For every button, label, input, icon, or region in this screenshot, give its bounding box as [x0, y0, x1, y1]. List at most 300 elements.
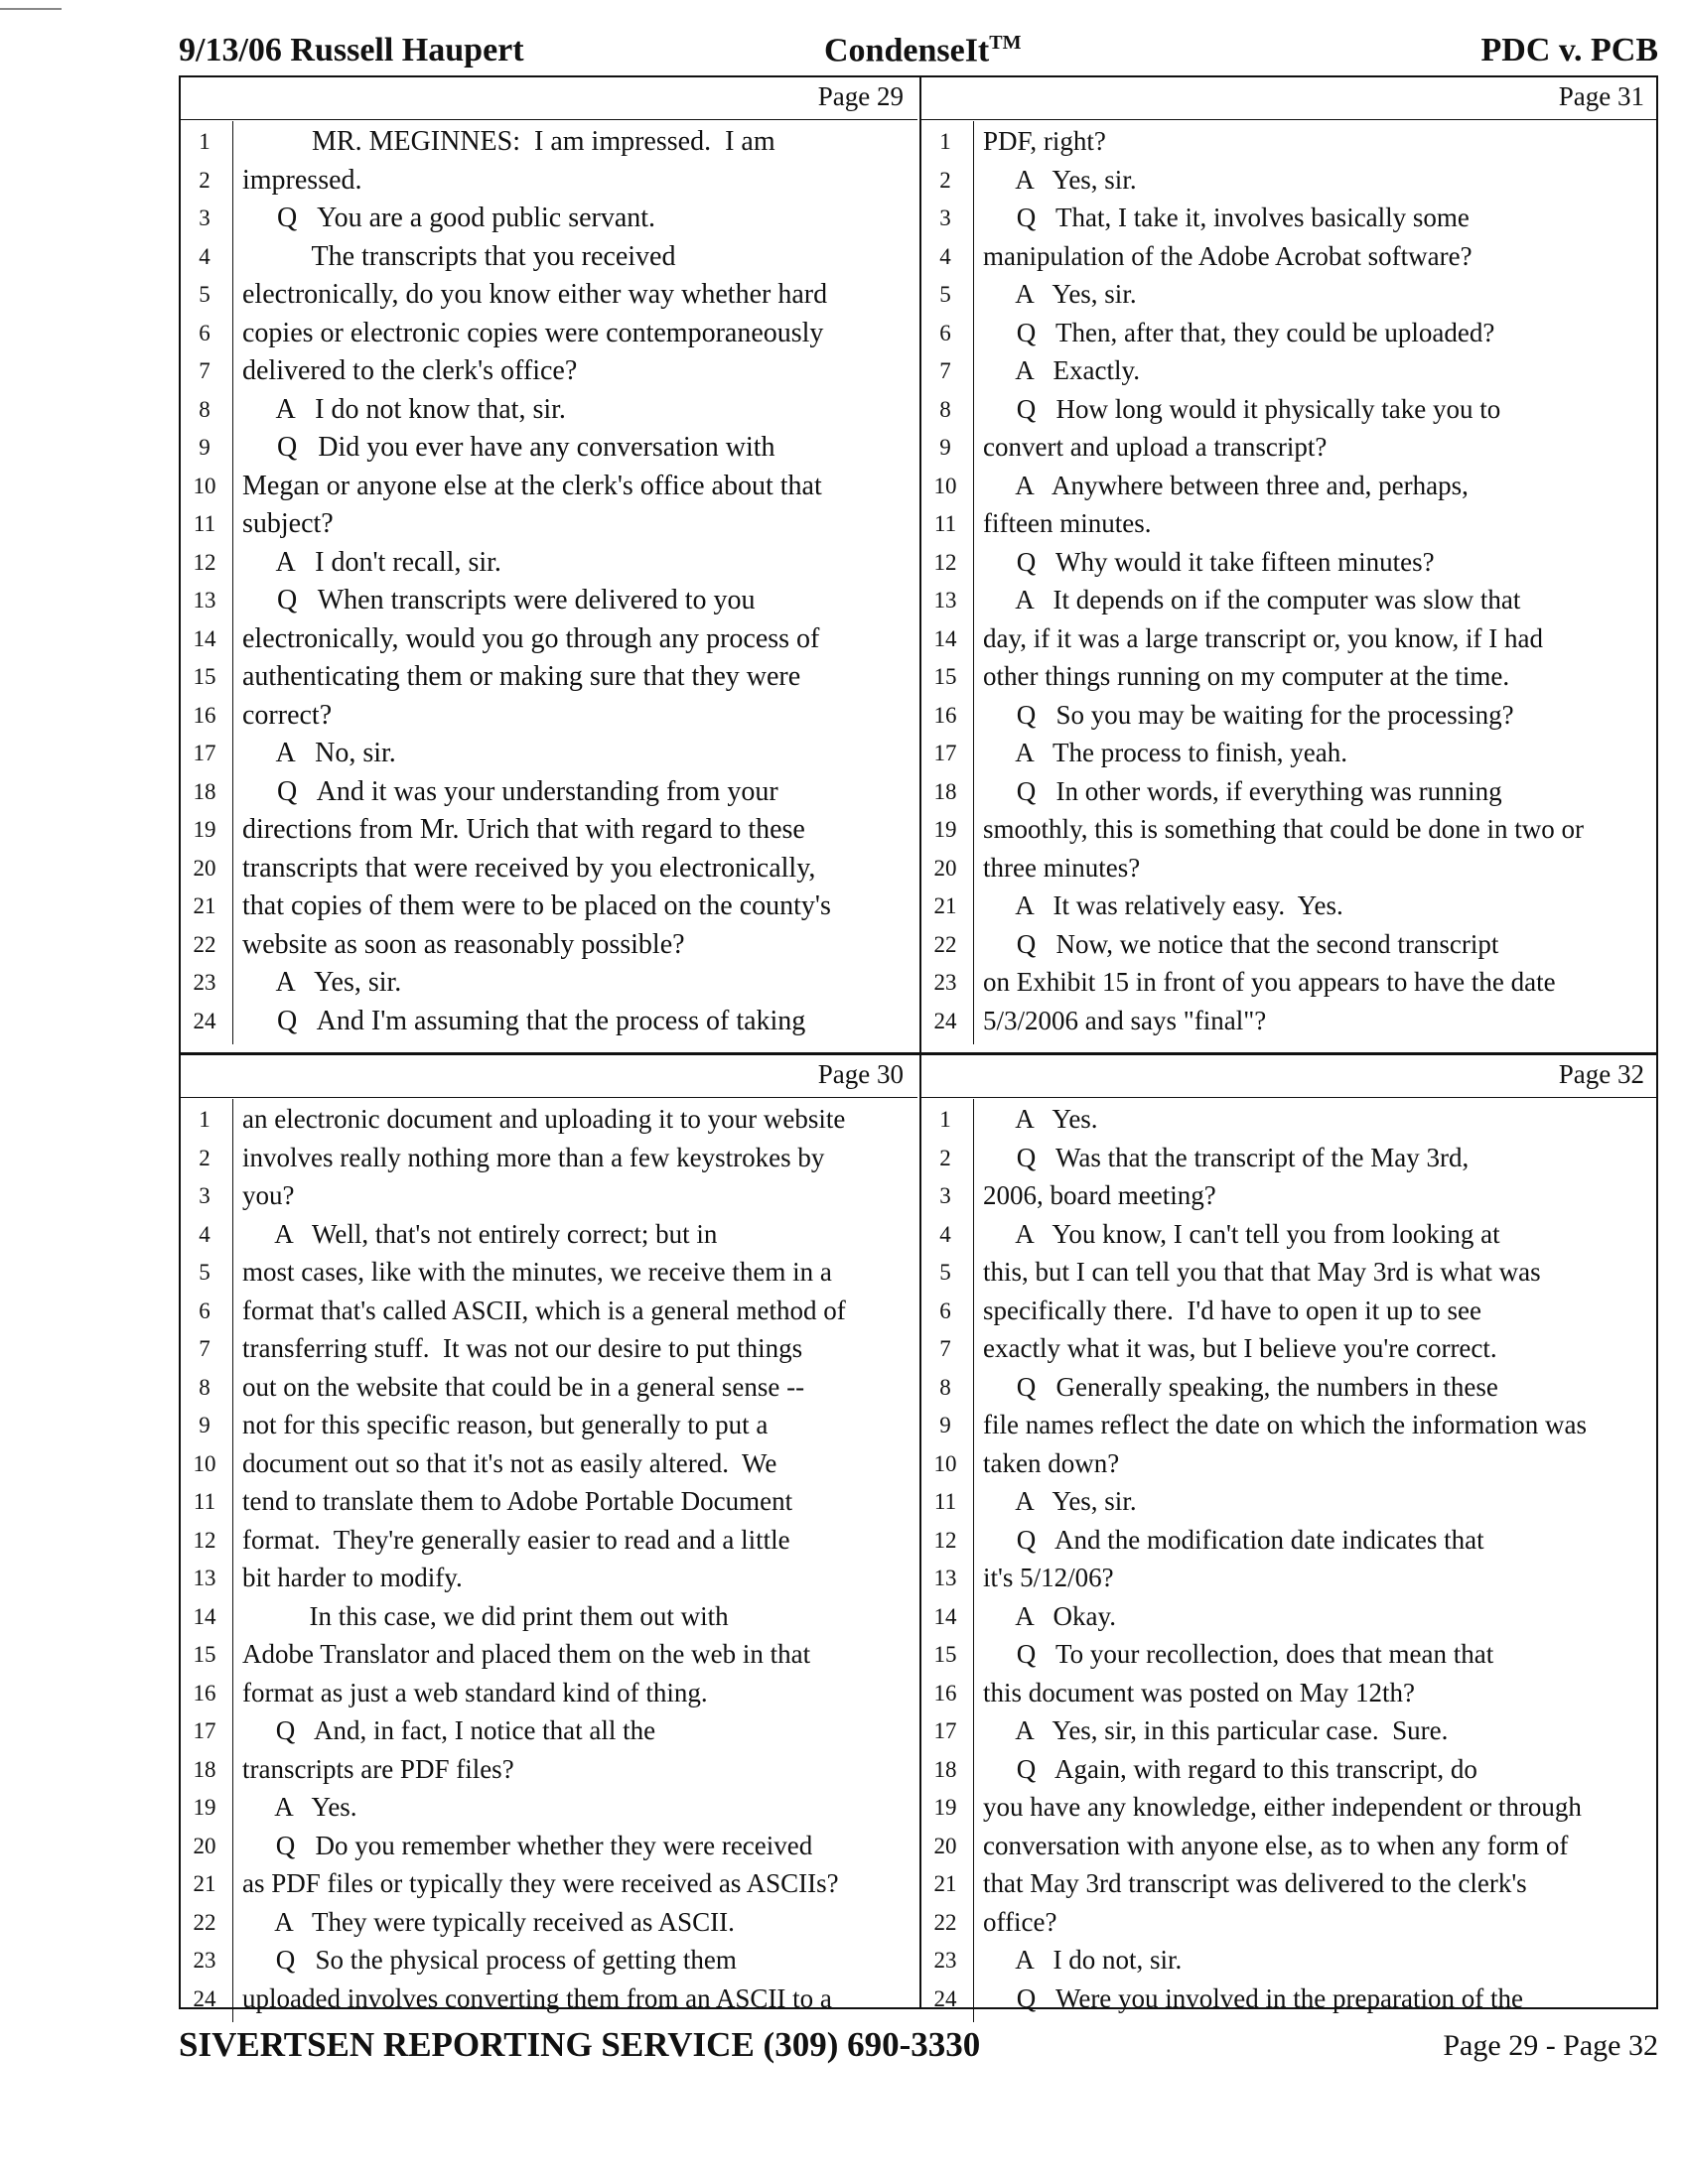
- line-text: Q In other words, if everything was running: [983, 775, 1502, 806]
- line-number: 21: [193, 893, 216, 918]
- line-text: tend to translate them to Adobe Portable Document: [242, 1486, 793, 1516]
- line-number: 14: [193, 1603, 216, 1629]
- line-number: 22: [933, 1909, 957, 1935]
- line-number: 21: [933, 1871, 957, 1896]
- line-number: 7: [939, 1336, 951, 1361]
- line-text: specifically there. I'd have to open it up to see: [983, 1295, 1481, 1325]
- line-number: 1: [199, 1107, 210, 1132]
- page-header: [179, 32, 1658, 75]
- line-text: electronically, do you know either way whether hard: [242, 279, 828, 310]
- line-text: fifteen minutes.: [983, 508, 1152, 538]
- line-text: format. They're generally easier to read and a little: [242, 1524, 790, 1555]
- line-number: 19: [933, 1795, 957, 1820]
- line-text: A The process to finish, yeah.: [983, 738, 1347, 767]
- line-text: Q So you may be waiting for the processing?: [983, 699, 1514, 730]
- line-text: MR. MEGINNES: I am impressed. I am: [242, 126, 775, 157]
- transcript-line: [181, 926, 917, 965]
- transcript-line: [181, 391, 917, 430]
- transcript-line: [921, 1003, 1658, 1041]
- line-text: Q Generally speaking, the numbers in these: [983, 1371, 1498, 1402]
- transcript-line: [181, 1712, 917, 1751]
- line-text: A Yes.: [983, 1104, 1098, 1134]
- line-text: day, if it was a large transcript or, you know, if I had: [983, 622, 1544, 653]
- line-number: 14: [933, 1603, 957, 1629]
- line-text: you?: [242, 1180, 295, 1210]
- transcript-line: [921, 1712, 1658, 1751]
- trademark-mark: TM: [989, 32, 1022, 54]
- line-text: transcripts are PDF files?: [242, 1753, 514, 1784]
- line-number: 24: [193, 1008, 216, 1033]
- transcript-line: [181, 1522, 917, 1561]
- page-number-label: Page 29: [817, 81, 904, 111]
- transcript-line: [921, 468, 1658, 506]
- line-text: Q And it was your understanding from your: [242, 775, 778, 807]
- transcript-panel-page-31: [921, 77, 1658, 1044]
- line-number: 14: [193, 625, 216, 651]
- transcript-line: [921, 1675, 1658, 1713]
- line-number: 3: [939, 205, 951, 230]
- transcript-line: [181, 315, 917, 353]
- transcript-line: [921, 1751, 1658, 1790]
- line-text: 2006, board meeting?: [983, 1180, 1216, 1210]
- line-text: Adobe Translator and placed them on the web in that: [242, 1639, 811, 1669]
- page-label-rule: [921, 119, 1658, 120]
- line-number: 7: [199, 1336, 210, 1361]
- line-number: 10: [193, 1450, 216, 1476]
- transcript-line: [921, 123, 1658, 162]
- transcript-line: [181, 1980, 917, 2019]
- line-number: 8: [939, 396, 951, 422]
- line-number: 5: [199, 282, 210, 307]
- line-number: 12: [933, 1527, 957, 1553]
- line-text: conversation with anyone else, as to when any form of: [983, 1830, 1569, 1860]
- line-text: A I don't recall, sir.: [242, 546, 501, 578]
- transcript-panel-page-32: [921, 1055, 1658, 2022]
- transcript-line: [921, 1369, 1658, 1408]
- transcript-line: [921, 1140, 1658, 1178]
- transcript-line: [181, 697, 917, 736]
- line-number: 17: [933, 741, 957, 765]
- line-number: 19: [193, 1795, 216, 1820]
- transcript-line: [921, 658, 1658, 697]
- line-text: A I do not know that, sir.: [242, 393, 566, 425]
- line-number: 1: [939, 1107, 951, 1132]
- line-text: A Yes, sir, in this particular case. Sure.: [983, 1715, 1449, 1745]
- page-label-rule: [181, 1097, 917, 1098]
- line-text: A Yes.: [242, 1792, 357, 1822]
- line-text: not for this specific reason, but generally to put a: [242, 1410, 769, 1439]
- line-text: taken down?: [983, 1447, 1120, 1478]
- page-number-label: Page 32: [1558, 1059, 1644, 1089]
- transcript-line: [181, 238, 917, 277]
- transcript-line: [921, 1560, 1658, 1598]
- line-number: 16: [933, 702, 957, 728]
- line-text: other things running on my computer at the time.: [983, 661, 1510, 691]
- line-number: 12: [193, 1527, 216, 1553]
- transcript-line: [181, 352, 917, 391]
- line-text: this, but I can tell you that that May 3rd is what was: [983, 1257, 1541, 1287]
- transcript-line: [921, 1904, 1658, 1943]
- transcript-line: [181, 1003, 917, 1041]
- line-number: 11: [193, 511, 216, 536]
- line-number: 8: [939, 1374, 951, 1400]
- line-text: out on the website that could be in a general sense --: [242, 1371, 805, 1402]
- transcript-line: [921, 276, 1658, 315]
- transcript-line: [181, 1865, 917, 1904]
- line-text: Q And I'm assuming that the process of taking: [242, 1005, 806, 1036]
- line-number: 5: [939, 1260, 951, 1285]
- transcript-line: [921, 1216, 1658, 1255]
- line-text: A Anywhere between three and, perhaps,: [983, 470, 1469, 500]
- line-number: 13: [933, 588, 957, 613]
- line-number: 20: [193, 1833, 216, 1858]
- line-text: on Exhibit 15 in front of you appears to have the date: [983, 967, 1556, 997]
- transcript-line: [921, 1942, 1658, 1980]
- line-number: 7: [939, 358, 951, 383]
- line-text: document out so that it's not as easily altered. We: [242, 1447, 777, 1478]
- line-text: exactly what it was, but I believe you're correct.: [983, 1333, 1497, 1363]
- transcript-lines: [181, 123, 917, 1040]
- line-text: format as just a web standard kind of thing.: [242, 1677, 708, 1707]
- page-footer: [179, 2025, 1658, 2069]
- line-number: 20: [933, 855, 957, 881]
- transcript-line: [921, 1789, 1658, 1828]
- line-number: 3: [199, 1183, 210, 1208]
- line-text: delivered to the clerk's office?: [242, 355, 578, 386]
- line-text: A I do not, sir.: [983, 1945, 1183, 1975]
- line-number: 22: [193, 931, 216, 957]
- transcript-line: [181, 964, 917, 1003]
- transcript-line: [921, 1445, 1658, 1484]
- footer-reporting-service: SIVERTSEN REPORTING SERVICE (309) 690-3330: [179, 2025, 981, 2064]
- transcript-line: [921, 1980, 1658, 2019]
- transcript-line: [921, 620, 1658, 659]
- line-text: this document was posted on May 12th?: [983, 1677, 1415, 1707]
- line-text: most cases, like with the minutes, we receive them in a: [242, 1257, 832, 1287]
- transcript-line: [181, 1330, 917, 1369]
- transcript-line: [921, 926, 1658, 965]
- line-text: Q Now, we notice that the second transcript: [983, 928, 1499, 959]
- transcript-line: [921, 964, 1658, 1003]
- transcript-line: [921, 1177, 1658, 1216]
- transcript-line: [921, 773, 1658, 812]
- line-text: format that's called ASCII, which is a general method of: [242, 1295, 846, 1325]
- line-number: 9: [199, 435, 210, 460]
- line-text: A Yes, sir.: [983, 1486, 1137, 1516]
- transcript-line: [921, 1865, 1658, 1904]
- line-number: 2: [199, 167, 210, 193]
- transcript-line: [921, 162, 1658, 201]
- line-number: 23: [193, 1948, 216, 1973]
- line-number: 12: [933, 549, 957, 575]
- header-case-name: PDC v. PCB: [1480, 32, 1658, 68]
- transcript-line: [181, 162, 917, 201]
- corner-mark: [0, 8, 62, 10]
- transcript-line: [921, 544, 1658, 583]
- footer-page-range: Page 29 - Page 32: [1443, 2029, 1658, 2062]
- line-number: 13: [193, 588, 216, 613]
- transcript-line: [921, 1101, 1658, 1140]
- transcript-line: [181, 276, 917, 315]
- line-number: 16: [193, 1680, 216, 1706]
- line-number: 18: [193, 1756, 216, 1782]
- line-text: PDF, right?: [983, 126, 1106, 156]
- transcript-line: [181, 1942, 917, 1980]
- line-number: 5: [939, 282, 951, 307]
- transcript-line: [181, 1560, 917, 1598]
- line-number: 20: [933, 1833, 957, 1858]
- transcript-lines: [921, 123, 1658, 1040]
- line-text: Q How long would it physically take you to: [983, 393, 1501, 424]
- line-number: 17: [193, 741, 216, 765]
- line-text: Q To your recollection, does that mean that: [983, 1639, 1494, 1669]
- line-text: you have any knowledge, either independent or through: [983, 1792, 1582, 1822]
- line-number: 23: [933, 1948, 957, 1973]
- line-number: 15: [933, 1642, 957, 1667]
- line-number: 18: [193, 778, 216, 804]
- line-text: that copies of them were to be placed on the county's: [242, 890, 831, 921]
- line-text: A Yes, sir.: [983, 164, 1137, 195]
- transcript-line: [921, 697, 1658, 736]
- transcript-line: [921, 238, 1658, 277]
- line-number: 2: [939, 1145, 951, 1170]
- line-text: office?: [983, 1906, 1057, 1937]
- transcript-line: [921, 582, 1658, 620]
- page-number-label: Page 30: [817, 1059, 904, 1089]
- line-number: 11: [933, 1489, 957, 1514]
- line-text: Q Do you remember whether they were received: [242, 1830, 813, 1860]
- line-text: Q And the modification date indicates that: [983, 1524, 1484, 1555]
- line-number: 18: [933, 778, 957, 804]
- page-label-rule: [181, 119, 917, 120]
- transcript-line: [181, 582, 917, 620]
- line-number: 24: [933, 1008, 957, 1033]
- line-number: 18: [933, 1756, 957, 1782]
- line-number: 5: [199, 1260, 210, 1285]
- transcript-panel-page-30: [181, 1055, 917, 2022]
- transcript-line: [921, 887, 1658, 926]
- line-text: Megan or anyone else at the clerk's office about that: [242, 470, 822, 501]
- transcript-line: [181, 1293, 917, 1331]
- transcript-line: [181, 505, 917, 544]
- transcript-line: [921, 1828, 1658, 1866]
- line-number: 6: [199, 1297, 210, 1323]
- line-number: 10: [193, 473, 216, 498]
- line-text: correct?: [242, 699, 333, 731]
- line-number: 6: [939, 1297, 951, 1323]
- line-text: manipulation of the Adobe Acrobat software?: [983, 240, 1473, 271]
- transcript-line: [181, 620, 917, 659]
- line-text: Q Were you involved in the preparation of the: [983, 1982, 1523, 2013]
- line-number: 13: [193, 1566, 216, 1590]
- line-text: A Okay.: [983, 1600, 1116, 1631]
- transcript-panel-page-29: [181, 77, 917, 1044]
- line-text: A Yes, sir.: [983, 279, 1137, 309]
- transcript-line: [921, 811, 1658, 850]
- transcript-line: [181, 1483, 917, 1522]
- line-text: Q And, in fact, I notice that all the: [242, 1715, 656, 1745]
- line-text: it's 5/12/06?: [983, 1563, 1114, 1592]
- line-number: 2: [939, 167, 951, 193]
- line-number: 9: [939, 435, 951, 460]
- transcript-line: [921, 1483, 1658, 1522]
- line-number: 23: [933, 970, 957, 995]
- line-text: A You know, I can't tell you from looking at: [983, 1218, 1500, 1249]
- line-text: A They were typically received as ASCII.: [242, 1906, 735, 1937]
- transcript-line: [181, 1789, 917, 1828]
- transcript-grid: [179, 75, 1658, 2013]
- line-text: that May 3rd transcript was delivered to the clerk's: [983, 1868, 1527, 1898]
- line-text: Q That, I take it, involves basically some: [983, 203, 1470, 232]
- line-text: A No, sir.: [242, 738, 396, 768]
- line-text: smoothly, this is something that could be done in two or: [983, 814, 1584, 844]
- line-number: 4: [939, 1221, 951, 1247]
- line-number: 17: [193, 1718, 216, 1743]
- line-number: 24: [933, 1985, 957, 2011]
- transcript-line: [181, 735, 917, 773]
- line-number: 3: [939, 1183, 951, 1208]
- transcript-line: [181, 1751, 917, 1790]
- line-number: 4: [199, 1221, 210, 1247]
- line-number: 17: [933, 1718, 957, 1743]
- page-label-rule: [921, 1097, 1658, 1098]
- transcript-line: [181, 1445, 917, 1484]
- transcript-line: [921, 429, 1658, 468]
- transcript-line: [921, 315, 1658, 353]
- line-text: involves really nothing more than a few keystrokes by: [242, 1142, 825, 1172]
- line-number: 9: [199, 1413, 210, 1437]
- line-number: 1: [939, 129, 951, 154]
- line-number: 11: [933, 511, 957, 536]
- transcript-line: [921, 1636, 1658, 1675]
- line-number: 19: [933, 817, 957, 842]
- transcript-line: [181, 544, 917, 583]
- transcript-line: [921, 1254, 1658, 1293]
- line-text: A It depends on if the computer was slow that: [983, 585, 1521, 614]
- line-number: 8: [199, 1374, 210, 1400]
- line-number: 4: [939, 243, 951, 269]
- transcript-line: [181, 429, 917, 468]
- transcript-line: [181, 887, 917, 926]
- page-number-label: Page 31: [1558, 81, 1644, 111]
- transcript-line: [921, 735, 1658, 773]
- line-number: 12: [193, 549, 216, 575]
- line-number: 10: [933, 473, 957, 498]
- line-number: 19: [193, 817, 216, 842]
- line-number: 3: [199, 205, 210, 230]
- transcript-line: [181, 1675, 917, 1713]
- line-number: 6: [199, 320, 210, 345]
- transcript-line: [181, 1598, 917, 1637]
- line-number: 13: [933, 1566, 957, 1590]
- line-number: 1: [199, 129, 210, 154]
- transcript-line: [181, 811, 917, 850]
- line-text: file names reflect the date on which the information was: [983, 1410, 1588, 1439]
- transcript-line: [921, 1407, 1658, 1445]
- line-text: Q So the physical process of getting them: [242, 1945, 737, 1975]
- transcript-line: [921, 391, 1658, 430]
- line-text: directions from Mr. Urich that with regard to these: [242, 814, 805, 845]
- transcript-lines: [181, 1101, 917, 2018]
- line-text: In this case, we did print them out with: [242, 1600, 729, 1631]
- line-text: The transcripts that you received: [242, 240, 676, 272]
- line-number: 22: [933, 931, 957, 957]
- line-number: 16: [193, 702, 216, 728]
- line-number: 21: [193, 1871, 216, 1896]
- line-number: 7: [199, 358, 210, 383]
- line-text: A Exactly.: [983, 355, 1140, 385]
- line-text: 5/3/2006 and says "final"?: [983, 1005, 1267, 1035]
- transcript-line: [921, 1293, 1658, 1331]
- line-number: 8: [199, 396, 210, 422]
- transcript-line: [921, 1330, 1658, 1369]
- transcript-lines: [921, 1101, 1658, 2018]
- line-text: transcripts that were received by you electronically,: [242, 852, 816, 884]
- line-number: 10: [933, 1450, 957, 1476]
- line-text: as PDF files or typically they were received as ASCIIs?: [242, 1868, 839, 1898]
- line-text: convert and upload a transcript?: [983, 432, 1328, 462]
- transcript-line: [181, 773, 917, 812]
- line-text: three minutes?: [983, 852, 1141, 883]
- transcript-line: [181, 1369, 917, 1408]
- line-text: Q Did you ever have any conversation with: [242, 432, 775, 463]
- transcript-line: [181, 1407, 917, 1445]
- transcript-line: [181, 1828, 917, 1866]
- line-text: electronically, would you go through any process of: [242, 622, 820, 654]
- line-text: website as soon as reasonably possible?: [242, 928, 685, 960]
- line-number: 15: [933, 664, 957, 689]
- line-number: 15: [193, 1642, 216, 1667]
- transcript-line: [181, 123, 917, 162]
- header-product-name: CondenseIt: [824, 32, 990, 69]
- line-text: Q Why would it take fifteen minutes?: [983, 546, 1435, 577]
- line-text: uploaded involves converting them from an ASCII to a: [242, 1982, 832, 2013]
- line-number: 16: [933, 1680, 957, 1706]
- transcript-line: [181, 1636, 917, 1675]
- transcript-line: [921, 200, 1658, 238]
- line-text: copies or electronic copies were contemporaneously: [242, 317, 824, 348]
- line-number: 21: [933, 893, 957, 918]
- line-text: bit harder to modify.: [242, 1563, 463, 1592]
- line-number: 15: [193, 664, 216, 689]
- line-number: 4: [199, 243, 210, 269]
- transcript-line: [921, 352, 1658, 391]
- line-text: an electronic document and uploading it to your website: [242, 1104, 846, 1134]
- line-number: 20: [193, 855, 216, 881]
- line-number: 11: [193, 1489, 216, 1514]
- line-text: A Yes, sir.: [242, 967, 402, 998]
- transcript-line: [921, 850, 1658, 888]
- header-condenseit: [824, 32, 1021, 69]
- transcript-line: [181, 1101, 917, 1140]
- line-text: Q Then, after that, they could be uploaded?: [983, 317, 1495, 347]
- transcript-line: [181, 1216, 917, 1255]
- line-text: Q You are a good public servant.: [242, 203, 656, 233]
- line-number: 2: [199, 1145, 210, 1170]
- line-number: 9: [939, 1413, 951, 1437]
- transcript-line: [181, 1177, 917, 1216]
- line-number: 6: [939, 320, 951, 345]
- transcript-line: [921, 1522, 1658, 1561]
- header-deponent-date: 9/13/06 Russell Haupert: [179, 32, 524, 68]
- transcript-line: [921, 1598, 1658, 1637]
- line-text: Q When transcripts were delivered to you: [242, 585, 756, 615]
- transcript-line: [181, 658, 917, 697]
- line-number: 23: [193, 970, 216, 995]
- line-text: Q Was that the transcript of the May 3rd,: [983, 1142, 1470, 1172]
- line-text: transferring stuff. It was not our desire to put things: [242, 1333, 803, 1363]
- line-number: 14: [933, 625, 957, 651]
